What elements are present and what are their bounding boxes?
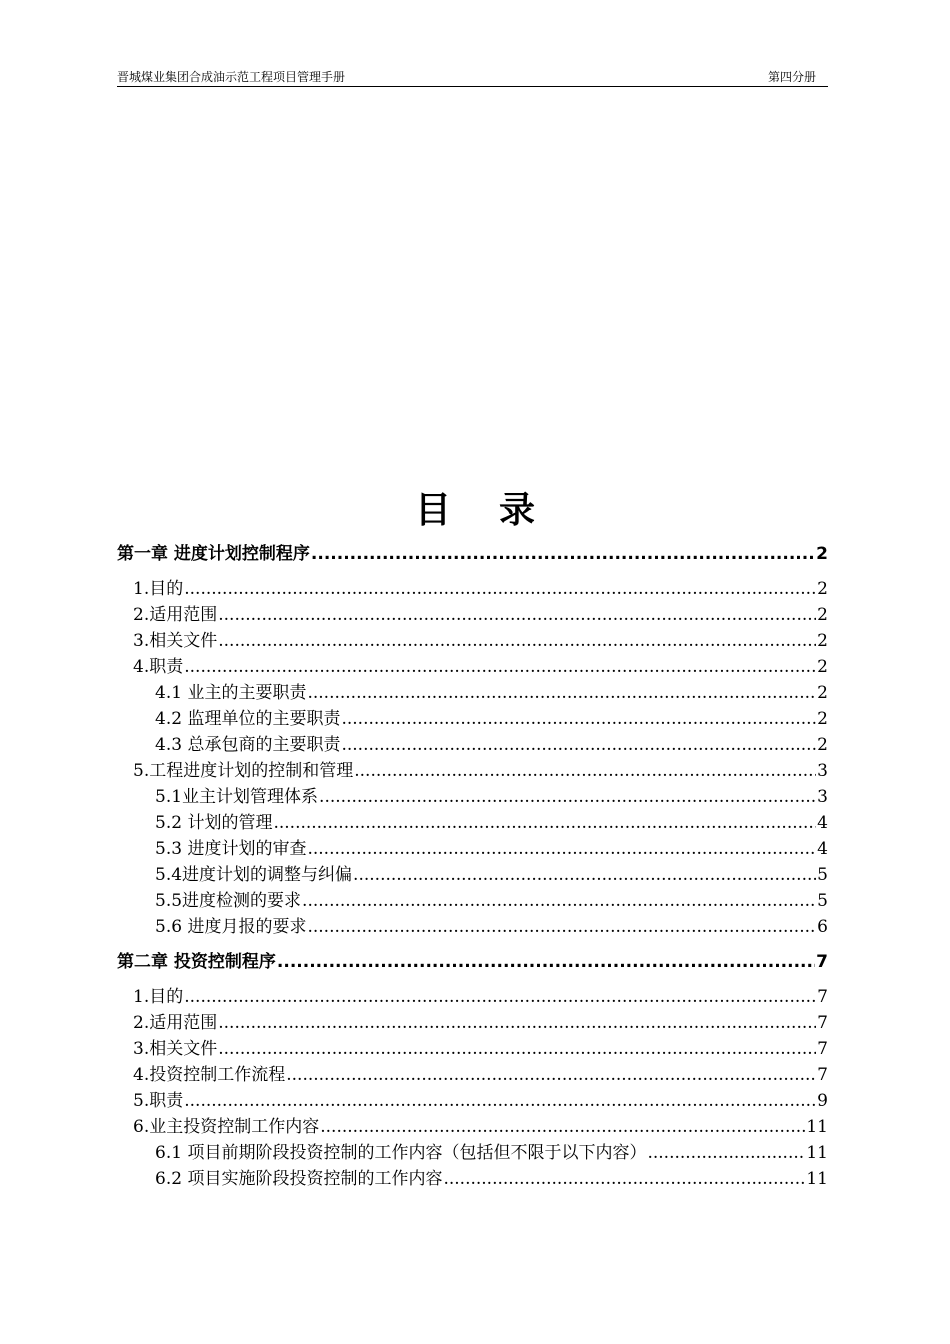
toc-title: 目录 xyxy=(414,489,583,531)
toc-leader-dots xyxy=(319,784,816,810)
toc-entry[interactable] xyxy=(117,1036,828,1062)
toc-entry[interactable] xyxy=(117,1010,828,1036)
toc-leader-dots xyxy=(184,654,816,680)
toc-entry[interactable] xyxy=(117,1166,828,1192)
toc-leader-dots xyxy=(302,888,816,914)
toc-entry-label: 3.相关文件 xyxy=(133,631,218,651)
toc-entry-label: 5.6 进度月报的要求 xyxy=(155,917,307,937)
toc-entry[interactable] xyxy=(117,732,828,758)
toc-leader-dots xyxy=(341,732,816,758)
toc-entry-label: 第一章 进度计划控制程序 xyxy=(117,544,310,564)
toc-entry[interactable] xyxy=(117,888,828,914)
toc-entry-label: 4.3 总承包商的主要职责 xyxy=(155,735,341,755)
toc-entry-page: 5 xyxy=(817,865,828,885)
toc-entry-page: 2 xyxy=(817,709,828,729)
toc-entry-page: 4 xyxy=(817,813,828,833)
toc-entry-label: 6.2 项目实施阶段投资控制的工作内容 xyxy=(155,1169,443,1189)
toc-leader-dots xyxy=(184,576,816,602)
toc-leader-dots xyxy=(218,1036,816,1062)
toc-leader-dots xyxy=(320,1114,805,1140)
toc-entry-label: 6.业主投资控制工作内容 xyxy=(133,1117,320,1137)
toc-entry-label: 5.1业主计划管理体系 xyxy=(155,787,319,807)
toc-entry-label: 5.5进度检测的要求 xyxy=(155,891,302,911)
toc-entry-page: 4 xyxy=(817,839,828,859)
toc-leader-dots xyxy=(218,628,816,654)
toc-entry-page: 2 xyxy=(817,579,828,599)
toc-entry[interactable] xyxy=(117,862,828,888)
table-of-contents xyxy=(117,540,828,1192)
toc-entry-page: 7 xyxy=(817,1065,828,1085)
toc-chapter-2[interactable] xyxy=(117,948,828,976)
toc-entry-page: 3 xyxy=(817,761,828,781)
toc-chapter-1[interactable] xyxy=(117,540,828,568)
toc-entry[interactable] xyxy=(117,706,828,732)
toc-leader-dots xyxy=(184,1088,816,1114)
toc-entry-page: 2 xyxy=(817,657,828,677)
toc-leader-dots xyxy=(286,1062,816,1088)
toc-entry-label: 1.目的 xyxy=(133,987,184,1007)
toc-entry-label: 4.1 业主的主要职责 xyxy=(155,683,307,703)
toc-entry-label: 5.4进度计划的调整与纠偏 xyxy=(155,865,353,885)
toc-leader-dots xyxy=(311,540,815,568)
toc-entry[interactable] xyxy=(117,810,828,836)
toc-entry-label: 1.目的 xyxy=(133,579,184,599)
toc-entry-label: 2.适用范围 xyxy=(133,605,218,625)
toc-entry[interactable] xyxy=(117,654,828,680)
toc-leader-dots xyxy=(307,836,816,862)
toc-entry[interactable] xyxy=(117,1062,828,1088)
toc-leader-dots xyxy=(277,948,815,976)
header-title: 晋城煤业集团合成油示范工程项目管理手册 xyxy=(117,70,346,84)
toc-entry[interactable] xyxy=(117,836,828,862)
toc-leader-dots xyxy=(647,1140,805,1166)
toc-leader-dots xyxy=(353,862,816,888)
toc-entry-page: 9 xyxy=(817,1091,828,1111)
toc-leader-dots xyxy=(354,758,816,784)
toc-entry-label: 6.1 项目前期阶段投资控制的工作内容（包括但不限于以下内容） xyxy=(155,1143,647,1163)
toc-entry[interactable] xyxy=(117,576,828,602)
toc-entry-label: 2.适用范围 xyxy=(133,1013,218,1033)
toc-leader-dots xyxy=(218,1010,816,1036)
toc-entry[interactable] xyxy=(117,984,828,1010)
toc-entry-page: 7 xyxy=(817,1039,828,1059)
toc-entry-label: 第二章 投资控制程序 xyxy=(117,952,276,972)
toc-entry-label: 4.2 监理单位的主要职责 xyxy=(155,709,341,729)
header-volume: 第四分册 xyxy=(767,70,816,84)
toc-entry[interactable] xyxy=(117,784,828,810)
toc-entry[interactable] xyxy=(117,628,828,654)
toc-entry-page: 2 xyxy=(817,735,828,755)
toc-leader-dots xyxy=(307,914,816,940)
toc-entry[interactable] xyxy=(117,1114,828,1140)
toc-entry-page: 11 xyxy=(806,1169,828,1189)
toc-leader-dots xyxy=(307,680,816,706)
toc-entry-page: 2 xyxy=(816,544,828,564)
toc-entry-label: 5.职责 xyxy=(133,1091,184,1111)
toc-entry-label: 4.职责 xyxy=(133,657,184,677)
toc-entry-page: 6 xyxy=(817,917,828,937)
toc-entry[interactable] xyxy=(117,680,828,706)
toc-entry-page: 2 xyxy=(817,683,828,703)
toc-entry[interactable] xyxy=(117,1140,828,1166)
toc-entry[interactable] xyxy=(117,758,828,784)
toc-entry-label: 5.3 进度计划的审查 xyxy=(155,839,307,859)
toc-entry-label: 3.相关文件 xyxy=(133,1039,218,1059)
toc-leader-dots xyxy=(184,984,816,1010)
toc-entry-page: 2 xyxy=(817,605,828,625)
toc-entry[interactable] xyxy=(117,1088,828,1114)
toc-entry[interactable] xyxy=(117,914,828,940)
toc-entry-page: 7 xyxy=(816,952,828,972)
toc-entry-label: 5.工程进度计划的控制和管理 xyxy=(133,761,354,781)
toc-entry[interactable] xyxy=(117,602,828,628)
toc-entry-page: 7 xyxy=(817,987,828,1007)
toc-leader-dots xyxy=(443,1166,805,1192)
toc-entry-page: 5 xyxy=(817,891,828,911)
toc-leader-dots xyxy=(341,706,816,732)
toc-leader-dots xyxy=(273,810,816,836)
toc-entry-label: 5.2 计划的管理 xyxy=(155,813,273,833)
page-header xyxy=(117,66,828,87)
toc-entry-page: 2 xyxy=(817,631,828,651)
toc-entry-page: 11 xyxy=(806,1117,828,1137)
toc-entry-label: 4.投资控制工作流程 xyxy=(133,1065,286,1085)
toc-entry-page: 7 xyxy=(817,1013,828,1033)
toc-entry-page: 11 xyxy=(806,1143,828,1163)
toc-leader-dots xyxy=(218,602,816,628)
toc-entry-page: 3 xyxy=(817,787,828,807)
